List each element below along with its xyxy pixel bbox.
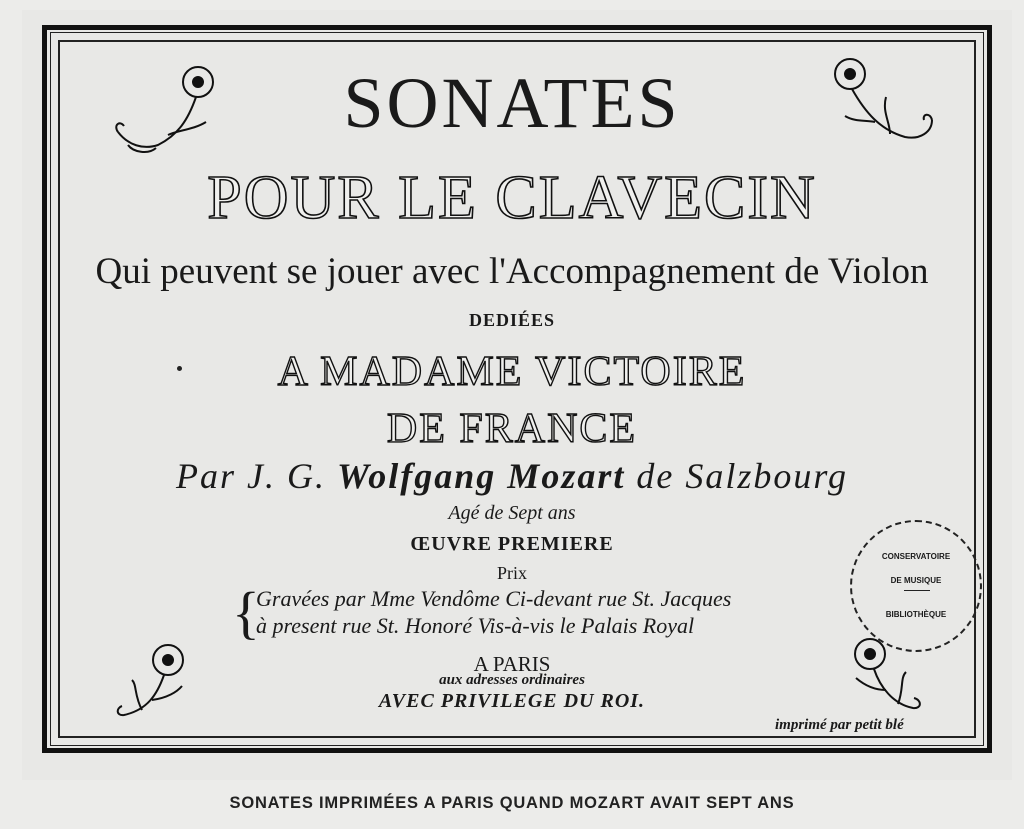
- title: SONATES: [343, 63, 681, 143]
- city-line: A PARIS: [473, 652, 551, 676]
- subtitle: POUR LE CLAVECIN: [207, 164, 817, 232]
- photo-caption: SONATES IMPRIMÉES A PARIS QUAND MOZART AVAIT SEPT ANS: [229, 794, 795, 812]
- opus-line: ŒUVRE PREMIERE: [410, 533, 614, 555]
- addresses-line: aux adresses ordinaires: [439, 672, 585, 688]
- library-stamp: [850, 520, 982, 652]
- author-suffix: de Salzbourg: [636, 456, 849, 496]
- dedicatee-line-1: A MADAME VICTOIRE: [277, 349, 747, 395]
- stamp-line-1: CONSERVATOIRE: [881, 552, 951, 561]
- stamp-line-2: DE MUSIQUE: [890, 576, 942, 585]
- author-prefix: Par J. G.: [175, 456, 326, 496]
- brace-ornament: {: [232, 580, 260, 645]
- printer-credit: imprimé par petit blé: [775, 717, 904, 733]
- age-line: Agé de Sept ans: [448, 502, 576, 524]
- price-label: Prix: [496, 563, 527, 583]
- engraver-block: [232, 580, 732, 645]
- accompaniment-line: Qui peuvent se jouer avec l'Accompagnement de Violon: [95, 251, 929, 292]
- dedicatee-line-2: DE FRANCE: [386, 406, 638, 452]
- author-name: Wolfgang Mozart: [336, 456, 626, 496]
- author-line: [0, 455, 1024, 497]
- dedication-label: DEDIÉES: [468, 310, 556, 330]
- stamp-rule: [904, 590, 930, 591]
- stamp-line-3: BIBLIOTHÈQUE: [885, 610, 947, 619]
- engraver-line-1: Gravées par Mme Vendôme Ci-devant rue St. Jacques: [256, 586, 732, 611]
- privilege-line: AVEC PRIVILEGE DU ROI.: [378, 690, 646, 712]
- engraver-line-2: à present rue St. Honoré Vis-à-vis le Palais Royal: [256, 613, 695, 638]
